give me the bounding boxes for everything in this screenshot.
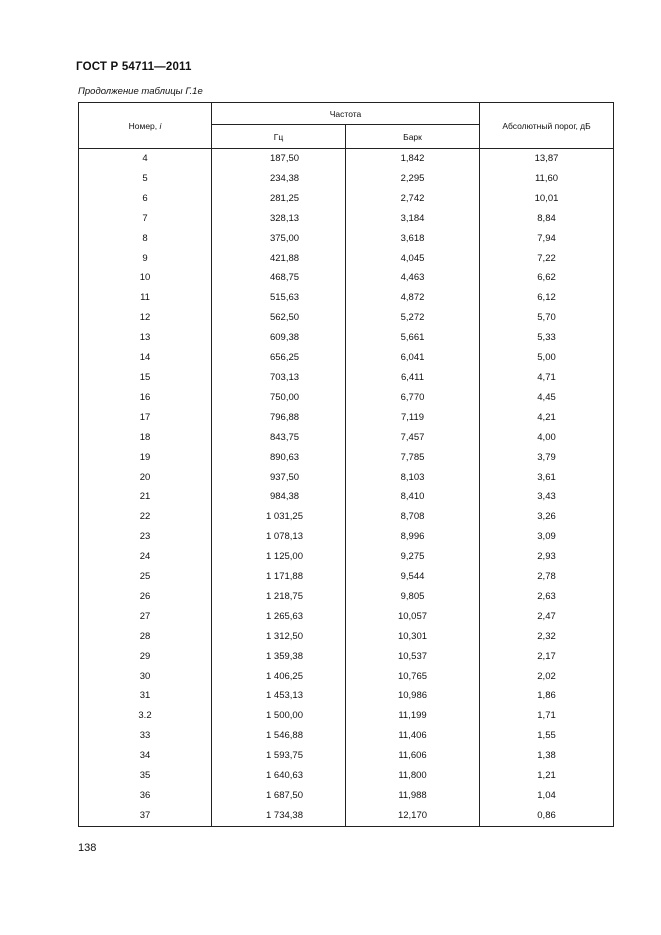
cell-hz: 843,75 [212, 428, 346, 448]
cell-hz: 1 640,63 [212, 766, 346, 786]
cell-threshold: 7,22 [480, 249, 614, 269]
cell-threshold: 10,01 [480, 189, 614, 209]
cell-threshold: 2,32 [480, 627, 614, 647]
cell-number: 27 [79, 607, 212, 627]
cell-hz: 234,38 [212, 169, 346, 189]
cell-hz: 1 546,88 [212, 726, 346, 746]
cell-bark: 11,406 [346, 726, 480, 746]
cell-bark: 4,872 [346, 288, 480, 308]
cell-threshold: 1,55 [480, 726, 614, 746]
table-row [79, 209, 614, 229]
table-row [79, 806, 614, 826]
table-row [79, 627, 614, 647]
cell-hz: 1 453,13 [212, 686, 346, 706]
cell-bark: 2,295 [346, 169, 480, 189]
cell-number: 7 [79, 209, 212, 229]
cell-number: 19 [79, 448, 212, 468]
cell-bark: 3,184 [346, 209, 480, 229]
cell-hz: 1 031,25 [212, 507, 346, 527]
cell-threshold: 1,71 [480, 706, 614, 726]
cell-number: 34 [79, 746, 212, 766]
cell-hz: 984,38 [212, 487, 346, 507]
cell-bark: 8,708 [346, 507, 480, 527]
cell-hz: 703,13 [212, 368, 346, 388]
table-row [79, 667, 614, 687]
table-row [79, 368, 614, 388]
table-row [79, 388, 614, 408]
table-row [79, 428, 614, 448]
cell-bark: 9,275 [346, 547, 480, 567]
cell-bark: 2,742 [346, 189, 480, 209]
table-row [79, 746, 614, 766]
cell-hz: 1 359,38 [212, 647, 346, 667]
cell-number: 9 [79, 249, 212, 269]
cell-bark: 12,170 [346, 806, 480, 826]
cell-bark: 8,410 [346, 487, 480, 507]
cell-number: 6 [79, 189, 212, 209]
table-row [79, 547, 614, 567]
cell-number: 8 [79, 229, 212, 249]
cell-bark: 3,618 [346, 229, 480, 249]
table-body [79, 149, 614, 827]
cell-number: 29 [79, 647, 212, 667]
document-standard-header: ГОСТ Р 54711—2011 [76, 61, 192, 73]
cell-number: 11 [79, 288, 212, 308]
header-frequency: Частота [212, 103, 480, 125]
cell-threshold: 4,00 [480, 428, 614, 448]
cell-number: 3.2 [79, 706, 212, 726]
cell-bark: 7,457 [346, 428, 480, 448]
cell-number: 35 [79, 766, 212, 786]
header-hz: Гц [212, 125, 346, 149]
cell-threshold: 1,21 [480, 766, 614, 786]
cell-number: 33 [79, 726, 212, 746]
cell-number: 14 [79, 348, 212, 368]
cell-number: 24 [79, 547, 212, 567]
cell-hz: 609,38 [212, 328, 346, 348]
cell-number: 28 [79, 627, 212, 647]
cell-number: 37 [79, 806, 212, 826]
cell-number: 30 [79, 667, 212, 687]
cell-threshold: 6,12 [480, 288, 614, 308]
cell-threshold: 0,86 [480, 806, 614, 826]
cell-hz: 281,25 [212, 189, 346, 209]
cell-bark: 4,045 [346, 249, 480, 269]
cell-threshold: 8,84 [480, 209, 614, 229]
cell-hz: 937,50 [212, 468, 346, 488]
cell-hz: 1 218,75 [212, 587, 346, 607]
header-bark: Барк [346, 125, 480, 149]
table-row [79, 189, 614, 209]
cell-threshold: 5,00 [480, 348, 614, 368]
table-row [79, 507, 614, 527]
cell-hz: 1 500,00 [212, 706, 346, 726]
header-threshold: Абсолютный порог, дБ [480, 103, 614, 149]
cell-threshold: 4,45 [480, 388, 614, 408]
cell-bark: 9,544 [346, 567, 480, 587]
cell-threshold: 2,17 [480, 647, 614, 667]
cell-number: 22 [79, 507, 212, 527]
table-row [79, 766, 614, 786]
cell-number: 20 [79, 468, 212, 488]
cell-number: 10 [79, 268, 212, 288]
cell-threshold: 1,38 [480, 746, 614, 766]
table-row [79, 288, 614, 308]
cell-hz: 1 078,13 [212, 527, 346, 547]
table-row [79, 487, 614, 507]
table-row [79, 268, 614, 288]
cell-threshold: 2,02 [480, 667, 614, 687]
cell-number: 13 [79, 328, 212, 348]
cell-bark: 10,986 [346, 686, 480, 706]
cell-bark: 6,411 [346, 368, 480, 388]
cell-bark: 11,606 [346, 746, 480, 766]
table-row [79, 229, 614, 249]
cell-bark: 10,057 [346, 607, 480, 627]
cell-hz: 1 687,50 [212, 786, 346, 806]
cell-hz: 562,50 [212, 308, 346, 328]
threshold-table [78, 102, 614, 827]
cell-bark: 10,765 [346, 667, 480, 687]
cell-number: 5 [79, 169, 212, 189]
cell-hz: 750,00 [212, 388, 346, 408]
cell-hz: 421,88 [212, 249, 346, 269]
cell-hz: 515,63 [212, 288, 346, 308]
table-row [79, 468, 614, 488]
cell-hz: 796,88 [212, 408, 346, 428]
cell-number: 4 [79, 149, 212, 169]
cell-number: 31 [79, 686, 212, 706]
cell-bark: 4,463 [346, 268, 480, 288]
cell-number: 25 [79, 567, 212, 587]
cell-threshold: 3,79 [480, 448, 614, 468]
cell-number: 23 [79, 527, 212, 547]
cell-threshold: 7,94 [480, 229, 614, 249]
cell-threshold: 5,70 [480, 308, 614, 328]
cell-bark: 7,785 [346, 448, 480, 468]
cell-threshold: 11,60 [480, 169, 614, 189]
cell-threshold: 4,21 [480, 408, 614, 428]
table-row [79, 348, 614, 368]
cell-number: 18 [79, 428, 212, 448]
cell-hz: 375,00 [212, 229, 346, 249]
table-row [79, 448, 614, 468]
cell-threshold: 2,63 [480, 587, 614, 607]
cell-number: 17 [79, 408, 212, 428]
cell-number: 21 [79, 487, 212, 507]
cell-threshold: 4,71 [480, 368, 614, 388]
cell-threshold: 1,04 [480, 786, 614, 806]
table-row [79, 249, 614, 269]
cell-hz: 1 171,88 [212, 567, 346, 587]
table-row [79, 647, 614, 667]
cell-threshold: 5,33 [480, 328, 614, 348]
header-number-label: Номер, i [128, 120, 162, 131]
table-row [79, 726, 614, 746]
cell-hz: 468,75 [212, 268, 346, 288]
table-row [79, 587, 614, 607]
cell-bark: 6,770 [346, 388, 480, 408]
cell-hz: 1 406,25 [212, 667, 346, 687]
cell-threshold: 2,93 [480, 547, 614, 567]
table-row [79, 149, 614, 169]
cell-threshold: 3,09 [480, 527, 614, 547]
table-caption: Продолжение таблицы Г.1е [78, 86, 203, 97]
cell-bark: 9,805 [346, 587, 480, 607]
cell-hz: 328,13 [212, 209, 346, 229]
cell-bark: 5,661 [346, 328, 480, 348]
cell-bark: 6,041 [346, 348, 480, 368]
cell-bark: 7,119 [346, 408, 480, 428]
cell-threshold: 3,61 [480, 468, 614, 488]
cell-bark: 11,988 [346, 786, 480, 806]
cell-threshold: 3,26 [480, 507, 614, 527]
table-row [79, 567, 614, 587]
table-row [79, 328, 614, 348]
cell-hz: 1 125,00 [212, 547, 346, 567]
cell-bark: 10,301 [346, 627, 480, 647]
cell-number: 26 [79, 587, 212, 607]
cell-threshold: 3,43 [480, 487, 614, 507]
cell-hz: 1 734,38 [212, 806, 346, 826]
cell-number: 12 [79, 308, 212, 328]
cell-hz: 187,50 [212, 149, 346, 169]
cell-hz: 656,25 [212, 348, 346, 368]
table-row [79, 786, 614, 806]
cell-number: 16 [79, 388, 212, 408]
cell-bark: 8,996 [346, 527, 480, 547]
table-row [79, 706, 614, 726]
cell-hz: 1 265,63 [212, 607, 346, 627]
cell-threshold: 13,87 [480, 149, 614, 169]
cell-hz: 1 312,50 [212, 627, 346, 647]
cell-bark: 1,842 [346, 149, 480, 169]
cell-hz: 890,63 [212, 448, 346, 468]
cell-number: 15 [79, 368, 212, 388]
cell-number: 36 [79, 786, 212, 806]
table-row [79, 308, 614, 328]
cell-threshold: 1,86 [480, 686, 614, 706]
cell-bark: 10,537 [346, 647, 480, 667]
cell-bark: 5,272 [346, 308, 480, 328]
table-row [79, 169, 614, 189]
table-row [79, 607, 614, 627]
cell-bark: 11,199 [346, 706, 480, 726]
cell-threshold: 2,47 [480, 607, 614, 627]
table-row [79, 686, 614, 706]
cell-threshold: 6,62 [480, 268, 614, 288]
cell-bark: 11,800 [346, 766, 480, 786]
cell-threshold: 2,78 [480, 567, 614, 587]
cell-bark: 8,103 [346, 468, 480, 488]
cell-hz: 1 593,75 [212, 746, 346, 766]
header-number [79, 103, 212, 149]
table-row [79, 408, 614, 428]
page-number: 138 [78, 842, 97, 854]
table-row [79, 527, 614, 547]
